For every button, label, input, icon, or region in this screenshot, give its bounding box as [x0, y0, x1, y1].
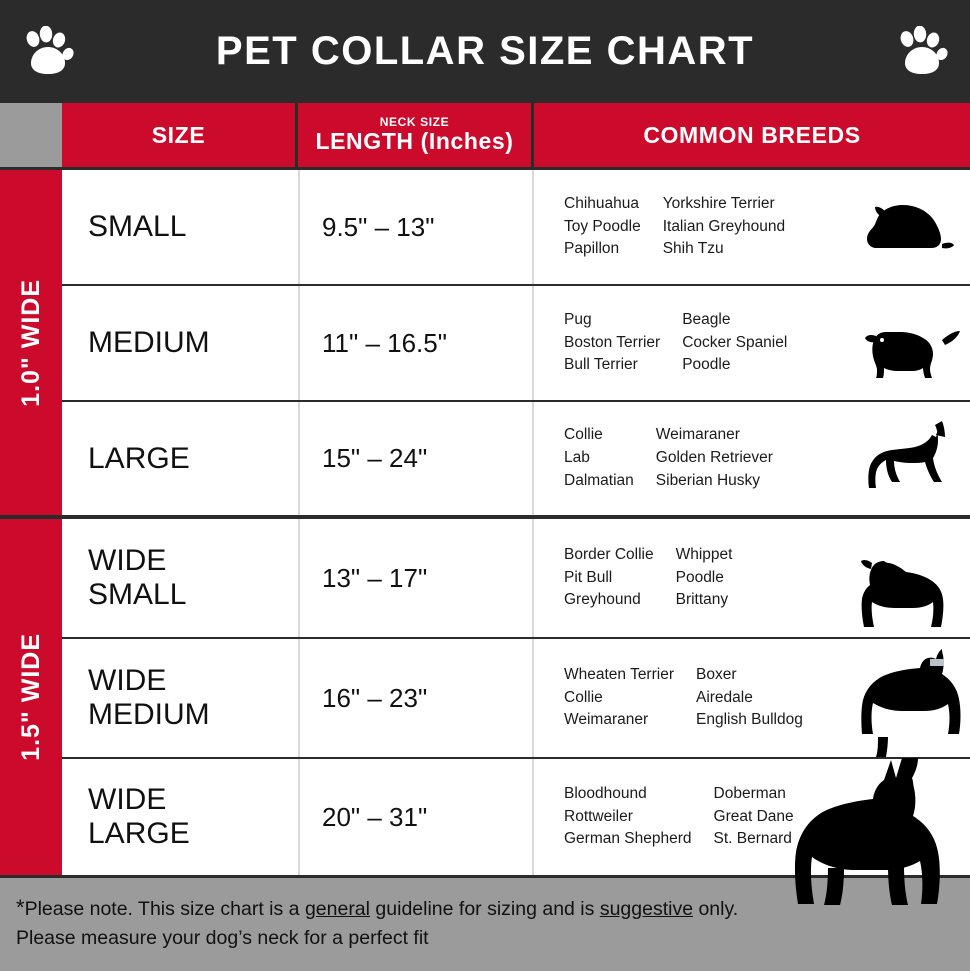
row-size-wide-small: WIDE SMALL [88, 544, 187, 611]
row-size-wide-large: WIDE LARGE [88, 783, 190, 850]
row-breeds-wide-large: Bloodhound Rottweiler German Shepherd Doberman Great Dane St. Bernard [564, 784, 794, 848]
row-length-small: 9.5" – 13" [298, 170, 534, 284]
beagle-silhouette [860, 314, 964, 386]
column-header-size: SIZE [62, 103, 298, 167]
row-size-small: SMALL [88, 210, 187, 244]
row-breeds-wide-medium: Wheaten Terrier Collie Weimaraner Boxer Airedale English Bulldog [534, 639, 970, 757]
doberman-silhouette [784, 754, 954, 936]
row-length-medium: 11" – 16.5" [298, 286, 534, 400]
paw-print-icon [22, 26, 74, 76]
footnote-line-2: Please measure your dog’s neck for a perfect fit [16, 926, 429, 949]
table-row [62, 402, 970, 515]
size-chart-table [0, 103, 970, 878]
row-length-large: 15" – 24" [298, 402, 534, 515]
column-header-breeds: COMMON BREEDS [534, 103, 970, 167]
row-size-large: LARGE [88, 441, 190, 475]
column-header-length: NECK SIZE LENGTH (Inches) [298, 103, 534, 167]
bulldog-silhouette [854, 551, 962, 637]
chart-header [0, 0, 970, 103]
row-length-wide-small: 13" – 17" [298, 519, 534, 637]
table-row [62, 519, 970, 637]
table-row [62, 170, 970, 284]
row-length-wide-medium: 16" – 23" [298, 639, 534, 757]
table-row [62, 639, 970, 757]
band-label-1-5-inch: 1.5" WIDE [0, 519, 62, 875]
band-label-1-inch: 1.0" WIDE [0, 170, 62, 515]
page-title: PET COLLAR SIZE CHART [215, 29, 755, 73]
small-fluffy-dog-silhouette [864, 198, 956, 260]
row-breeds-medium: Pug Boston Terrier Bull Terrier Beagle Cocker Spaniel Poodle [534, 286, 970, 400]
shepherd-dog-silhouette [854, 413, 966, 511]
table-header-row [0, 103, 970, 167]
pitbull-silhouette [846, 643, 968, 759]
row-length-wide-large: 20" – 31" [298, 759, 534, 875]
row-size-medium: MEDIUM [88, 326, 210, 360]
table-corner-cell [0, 103, 62, 167]
row-size-wide-medium: WIDE MEDIUM [88, 664, 210, 731]
row-breeds-small: Chihuahua Toy Poodle Papillon Yorkshire Terrier Italian Greyhound Shih Tzu [534, 170, 970, 284]
row-breeds-wide-small: Border Collie Pit Bull Greyhound Whippet Poodle Brittany [534, 519, 970, 637]
footnote-line-1: *Please note. This size chart is a general guideline for sizing and is suggestive only. [16, 895, 739, 920]
row-breeds-large: Collie Lab Dalmatian Weimaraner Golden Retriever Siberian Husky [534, 402, 970, 515]
paw-print-icon [896, 26, 948, 76]
table-row [62, 286, 970, 400]
